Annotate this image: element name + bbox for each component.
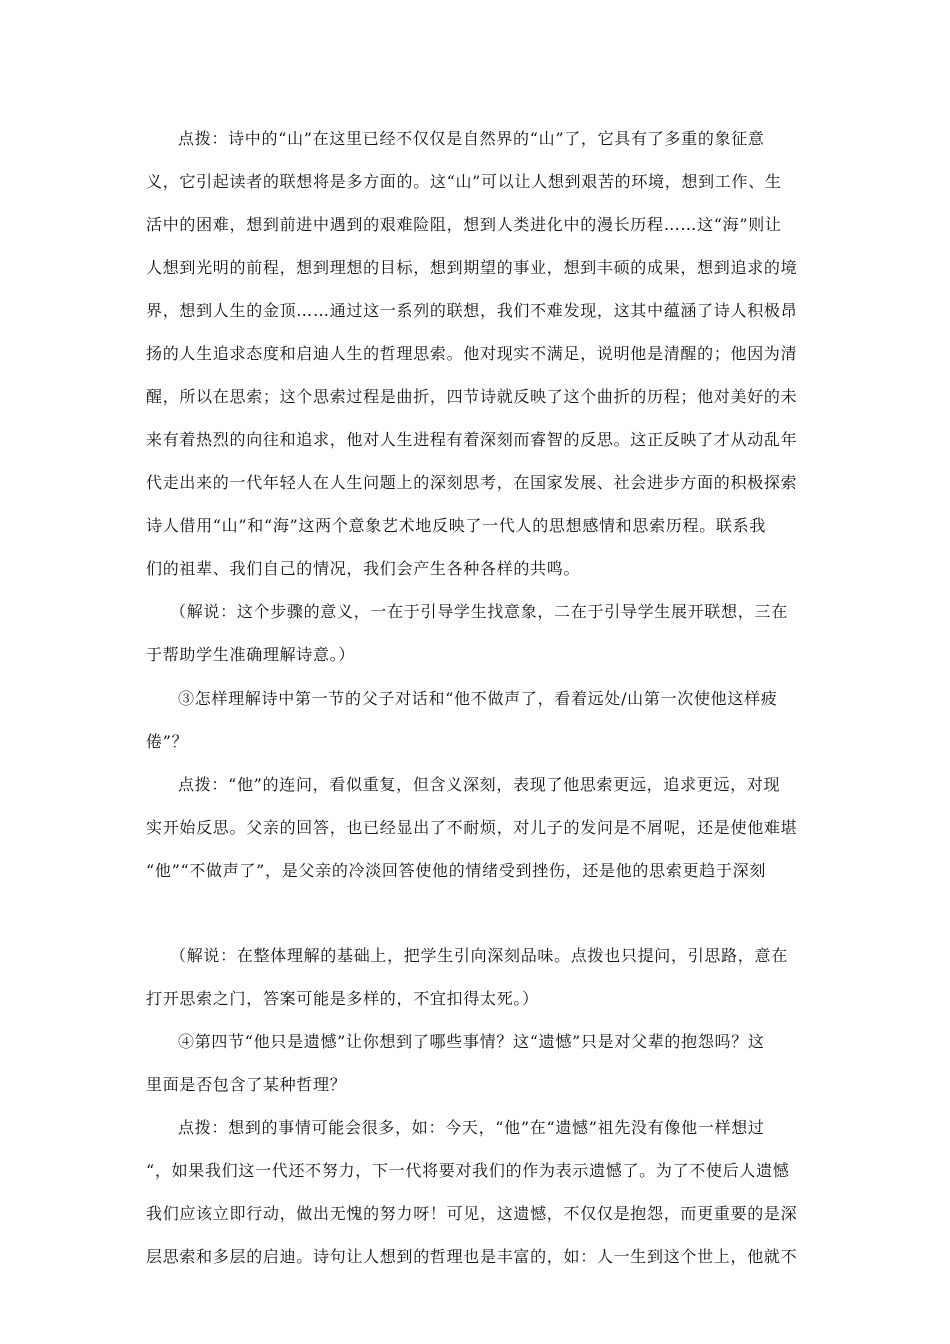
text-line: “他”“不做声了”，是父亲的冷淡回答使他的情绪受到挫伤，还是他的思索更趋于深刻 [146,861,767,880]
text-line: ④第四节“他只是遗憾”让你想到了哪些事情？这“遗憾”只是对父辈的抱怨吗？这 [178,1032,765,1051]
text-line: 代走出来的一代年轻人在人生问题上的深刻思考，在国家发展、社会进步方面的积极探索 [146,473,798,492]
text-line: “，如果我们这一代还不努力，下一代将要对我们的作为表示遗憾了。为了不使后人遗憾 [146,1161,790,1180]
text-line: 打开思索之门，答案可能是多样的，不宜扣得太死。） [146,989,539,1008]
text-line: 诗人借用“山”和“海”这两个意象艺术地反映了一代人的思想感情和思索历程。联系我 [146,516,767,535]
text-line: 义，它引起读者的联想将是多方面的。这“山”可以让人想到艰苦的环境，想到工作、生 [146,172,782,191]
text-line: （解说：在整体理解的基础上，把学生引向深刻品味。点拨也只提问，引思路，意在 [170,946,788,965]
text-line: ③怎样理解诗中第一节的父子对话和“他不做声了，看着远处/山第一次使他这样疲 [178,689,778,708]
text-line: 人想到光明的前程，想到理想的目标，想到期望的事业，想到丰硕的成果，想到追求的境 [146,258,798,277]
text-line: 扬的人生追求态度和启迪人生的哲理思索。他对现实不满足，说明他是清醒的；他因为清 [146,344,798,363]
text-line: 于帮助学生准确理解诗意。） [146,645,356,664]
text-line: 活中的困难，想到前进中遇到的艰难险阻，想到人类进化中的漫长历程……这“海”则让 [146,215,782,234]
text-line: （解说：这个步骤的意义，一在于引导学生找意象，二在于引导学生展开联想，三在 [170,602,788,621]
text-line: 层思索和多层的启迪。诗句让人想到的哲理也是丰富的，如：人一生到这个世上，他就不 [146,1247,798,1266]
text-line: 醒，所以在思索；这个思索过程是曲折，四节诗就反映了这个曲折的历程；他对美好的未 [146,387,798,406]
text-line: 点拨：想到的事情可能会很多，如：今天，“他”在“遗憾”祖先没有像他一样想过 [178,1118,765,1137]
text-line: 点拨：“他”的连问，看似重复，但含义深刻，表现了他思索更远，追求更远，对现 [178,775,781,794]
text-line: 倦”？ [146,732,189,751]
text-line: 我们应该立即行动，做出无愧的努力呀！可见，这遗憾，不仅仅是抱怨，而更重要的是深 [146,1204,798,1223]
text-line: 点拨：诗中的“山”在这里已经不仅仅是自然界的“山”了，它具有了多重的象征意 [178,129,765,148]
text-line: 界，想到人生的金顶……通过这一系列的联想，我们不难发现，这其中蕴涵了诗人积极昂 [146,301,798,320]
text-line: 们的祖辈、我们自己的情况，我们会产生各种各样的共鸣。 [146,559,581,578]
text-line: 里面是否包含了某种哲理？ [146,1075,347,1094]
text-line: 实开始反思。父亲的回答，也已经显出了不耐烦，对儿子的发问是不屑呢，还是使他难堪 [146,818,798,837]
text-line: 来有着热烈的向往和追求，他对人生进程有着深刻而睿智的反思。这正反映了才从动乱年 [146,430,798,449]
